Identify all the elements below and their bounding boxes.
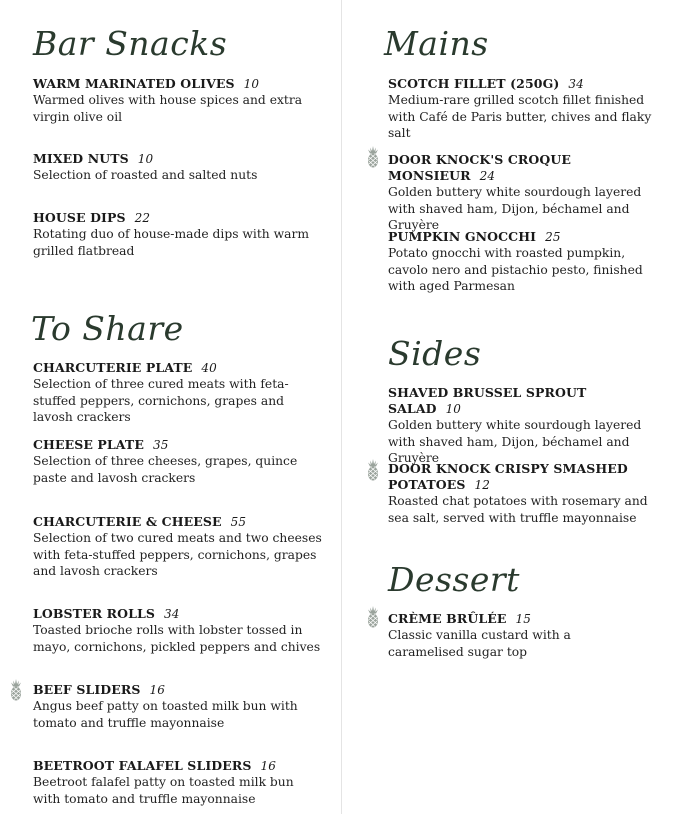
item-price: 12	[474, 478, 490, 492]
item-description: Golden buttery white sourdough layered with shaved ham, Dijon, béchamel and Gruyère	[388, 418, 642, 465]
dessert-title: Dessert	[388, 560, 520, 599]
item-name: BEEF SLIDERS	[33, 682, 141, 697]
menu-item	[33, 76, 323, 125]
pineapple-icon	[9, 679, 23, 701]
menu-item	[33, 210, 323, 259]
item-name: LOBSTER ROLLS	[33, 606, 156, 621]
item-description: Medium-rare grilled scotch fillet finished with Café de Paris butter, chives and flaky salt	[388, 93, 652, 140]
menu-item	[388, 76, 658, 142]
item-name: CHARCUTERIE PLATE	[33, 360, 193, 375]
item-description: Classic vanilla custard with a caramelised sugar top	[388, 628, 571, 659]
item-description: Golden buttery white sourdough layered with shaved ham, Dijon, béchamel and Gruyère	[388, 185, 642, 232]
column-divider	[341, 0, 342, 814]
item-description: Selection of three cured meats with feta-stuffed peppers, cornichons, grapes and lavosh crackers	[33, 377, 289, 424]
to-share-title: To Share	[31, 309, 184, 348]
menu-item	[33, 514, 323, 580]
item-description: Rotating duo of house-made dips with warm grilled flatbread	[33, 227, 310, 258]
item-name: CHARCUTERIE & CHEESE	[33, 514, 222, 529]
bar-snacks-title: Bar Snacks	[33, 24, 228, 63]
item-price: 25	[545, 230, 561, 244]
mains-title: Mains	[384, 24, 489, 63]
item-price: 34	[164, 607, 180, 621]
menu-item	[388, 461, 648, 526]
item-name: DOOR KNOCK'S CROQUE MONSIEUR	[388, 152, 571, 183]
item-name: HOUSE DIPS	[33, 210, 126, 225]
item-name: MIXED NUTS	[33, 151, 129, 166]
menu-item	[388, 229, 658, 295]
item-price: 55	[230, 515, 247, 529]
menu-item	[33, 758, 323, 807]
item-description: Potato gnocchi with roasted pumpkin, cavolo nero and pistachio pesto, finished with aged Parmesan	[388, 246, 643, 293]
item-description: Angus beef patty on toasted milk bun with tomato and truffle mayonnaise	[33, 699, 298, 730]
item-description: Warmed olives with house spices and extra virgin olive oil	[33, 93, 303, 124]
menu-item	[388, 385, 658, 467]
menu-item	[388, 152, 658, 234]
menu-item	[33, 437, 323, 486]
item-description: Beetroot falafel patty on toasted milk bun with tomato and truffle mayonnaise	[33, 775, 294, 806]
pineapple-icon	[366, 606, 380, 628]
menu-item	[33, 682, 323, 731]
item-name: DOOR KNOCK CRISPY SMASHED POTATOES	[388, 461, 628, 492]
item-price: 24	[479, 169, 496, 183]
item-price: 34	[568, 77, 584, 91]
item-name: SHAVED BRUSSEL SPROUT SALAD	[388, 385, 587, 416]
item-name: PUMPKIN GNOCCHI	[388, 229, 537, 244]
menu-item	[33, 360, 323, 426]
item-name: WARM MARINATED OLIVES	[33, 76, 235, 91]
item-name: BEETROOT FALAFEL SLIDERS	[33, 758, 252, 773]
menu-item	[33, 606, 323, 655]
item-price: 16	[260, 759, 276, 773]
item-price: 22	[134, 211, 151, 225]
item-description: Selection of three cheeses, grapes, quince paste and lavosh crackers	[33, 454, 298, 485]
pineapple-icon	[366, 459, 380, 481]
item-description: Selection of roasted and salted nuts	[33, 168, 258, 182]
item-price: 35	[152, 438, 169, 452]
item-price: 15	[515, 612, 531, 626]
pineapple-icon	[366, 146, 380, 168]
item-description: Roasted chat potatoes with rosemary and sea salt, served with truffle mayonnaise	[388, 494, 648, 525]
item-description: Toasted brioche rolls with lobster tossed in mayo, cornichons, pickled peppers and chives	[33, 623, 321, 654]
item-price: 16	[149, 683, 165, 697]
item-name: SCOTCH FILLET (250G)	[388, 76, 560, 91]
item-name: CHEESE PLATE	[33, 437, 144, 452]
item-name: CRÈME BRÛLÉE	[388, 611, 507, 626]
item-price: 10	[137, 152, 154, 166]
menu-item	[388, 611, 658, 660]
sides-title: Sides	[388, 334, 482, 373]
item-price: 10	[243, 77, 260, 91]
item-price: 40	[201, 361, 217, 375]
item-description: Selection of two cured meats and two cheeses with feta-stuffed peppers, cornichons, grapes and lavosh crackers	[33, 531, 322, 578]
menu-item	[33, 151, 323, 184]
item-price: 10	[445, 402, 462, 416]
